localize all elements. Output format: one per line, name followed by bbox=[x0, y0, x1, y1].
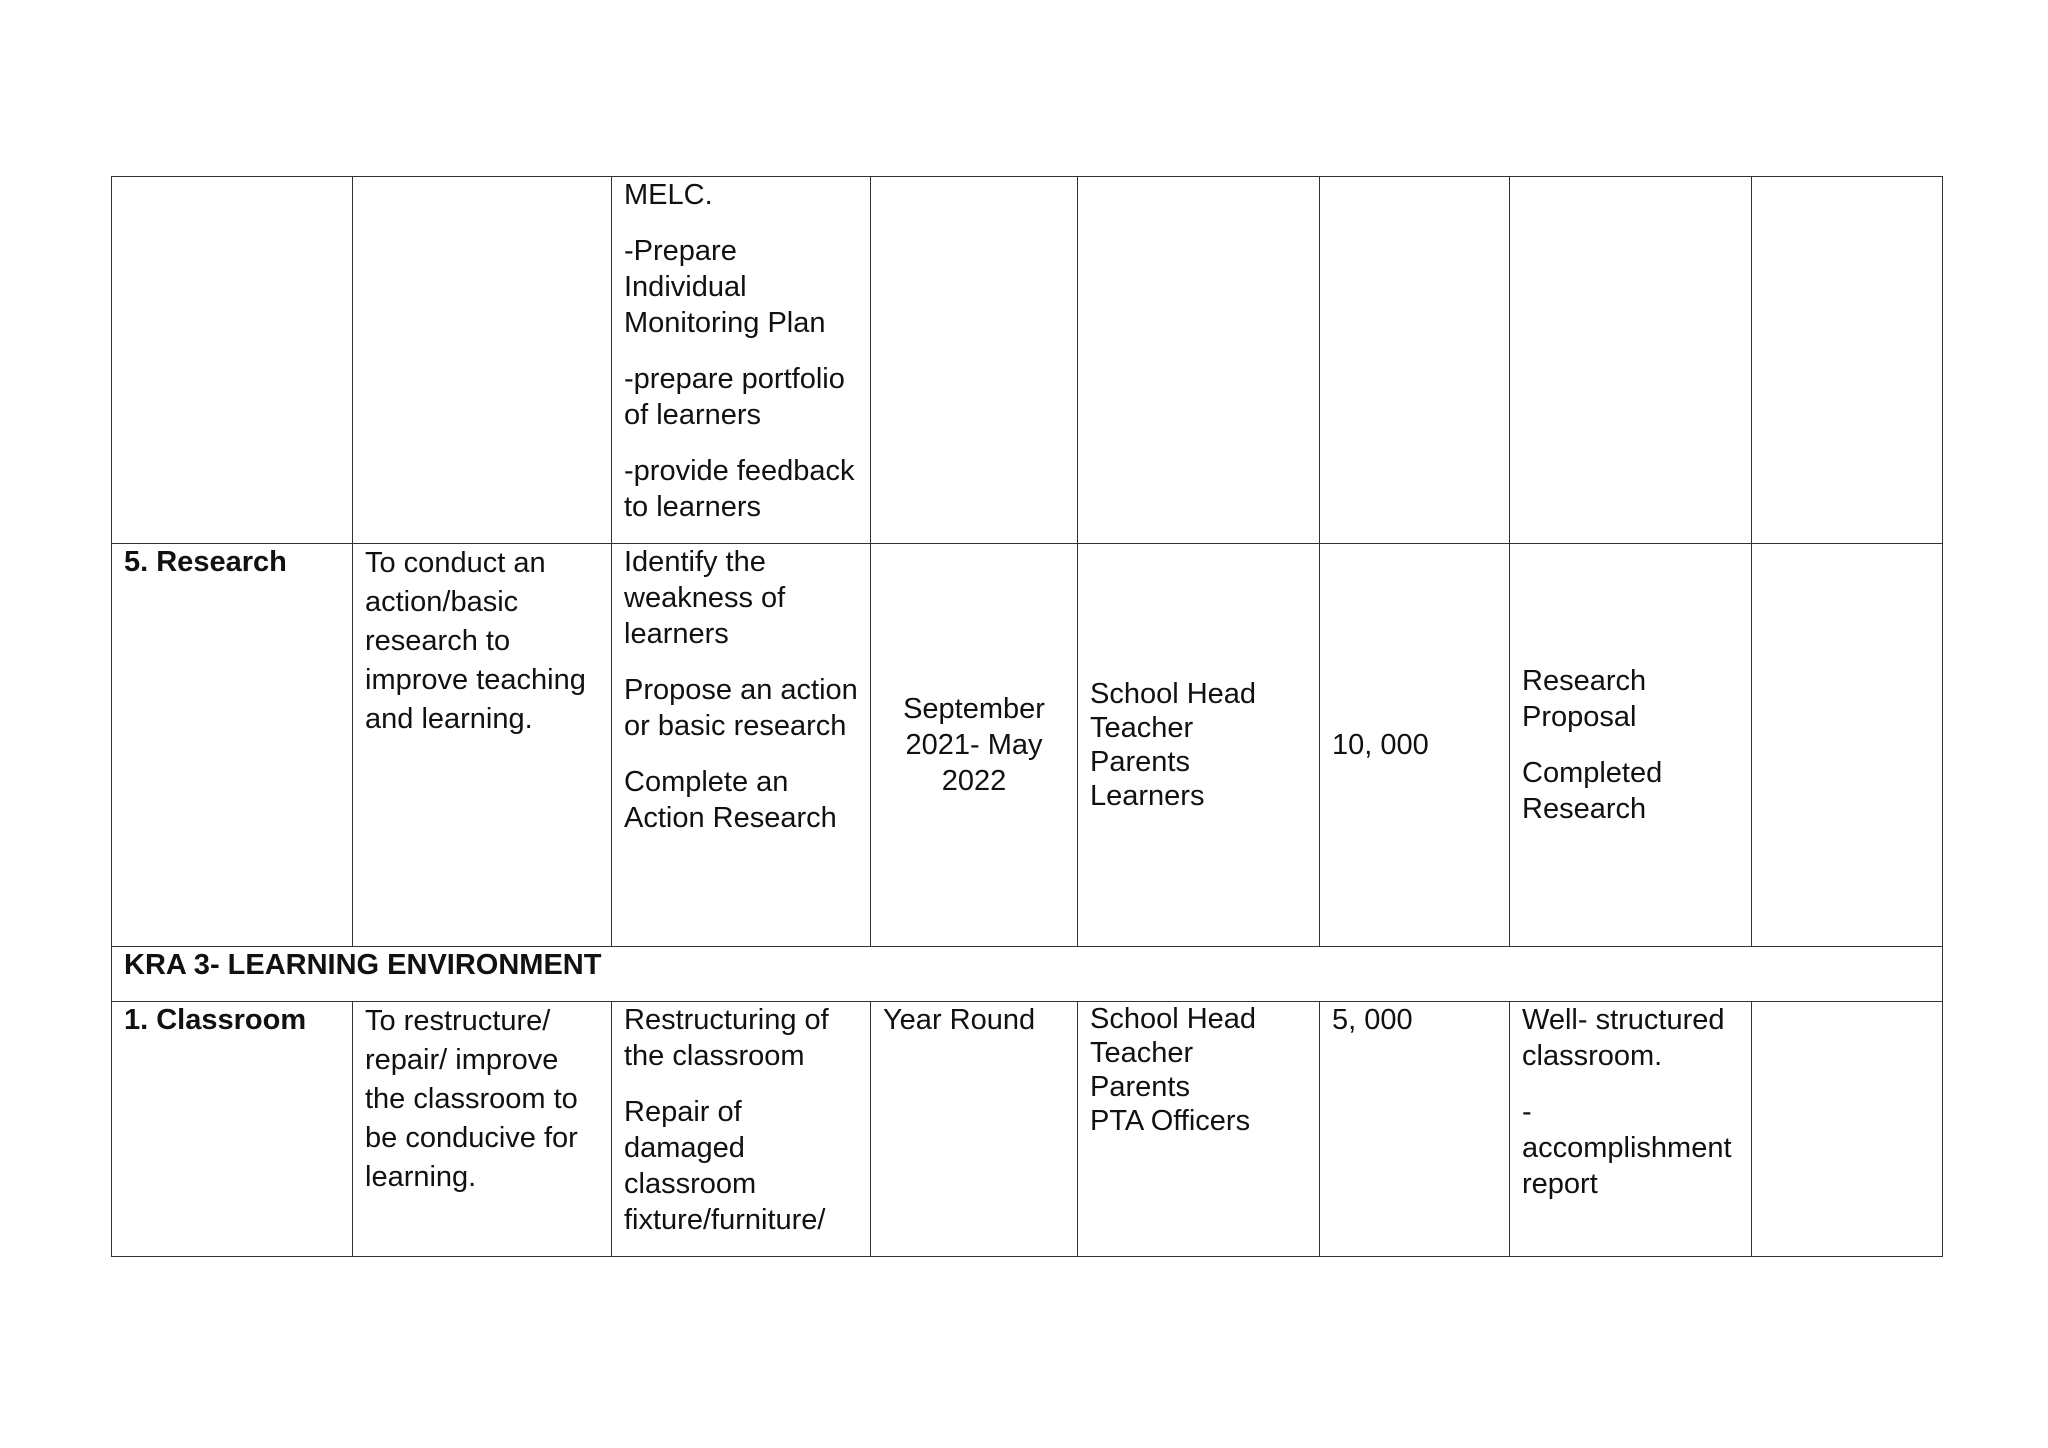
time-frame-cell bbox=[871, 177, 1078, 544]
remarks-cell bbox=[1752, 1002, 1943, 1257]
table-row-classroom bbox=[112, 1002, 1943, 1257]
person-item: School Head bbox=[1090, 1003, 1257, 1035]
activity-item: -provide feedback to learners bbox=[624, 455, 855, 523]
persons-cell bbox=[1078, 177, 1320, 544]
person-item: Parents bbox=[1090, 746, 1190, 778]
time-frame-text: Year Round bbox=[883, 1004, 1036, 1036]
activity-item: MELC. bbox=[624, 179, 713, 211]
outputs-cell bbox=[1510, 544, 1752, 947]
person-item: Teacher bbox=[1090, 712, 1194, 744]
area-label: 1. Classroom bbox=[124, 1004, 307, 1036]
activities-cell bbox=[612, 544, 871, 947]
remarks-cell bbox=[1752, 177, 1943, 544]
activities-cell bbox=[612, 1002, 871, 1257]
person-item: Teacher bbox=[1090, 1037, 1194, 1069]
area-cell bbox=[112, 544, 353, 947]
activity-item: Repair of damaged classroom fixture/furniture/ bbox=[624, 1096, 826, 1236]
objective-text: To restructure/ repair/ improve the classroom to be conducive for learning. bbox=[365, 1005, 578, 1193]
table-row-kra-header bbox=[112, 947, 1943, 1002]
activities-cell bbox=[612, 177, 871, 544]
persons-cell bbox=[1078, 1002, 1320, 1257]
objective-cell bbox=[353, 177, 612, 544]
person-item: Learners bbox=[1090, 780, 1205, 812]
person-item: PTA Officers bbox=[1090, 1105, 1251, 1137]
kra-header-text: KRA 3- LEARNING ENVIRONMENT bbox=[124, 949, 602, 981]
output-item: Research Proposal bbox=[1522, 665, 1647, 733]
objective-cell bbox=[353, 1002, 612, 1257]
activity-item: Identify the weakness of learners bbox=[624, 546, 786, 650]
area-cell bbox=[112, 177, 353, 544]
output-item: - accomplishment report bbox=[1522, 1096, 1732, 1200]
person-item: School Head bbox=[1090, 678, 1257, 710]
output-item: Well- structured classroom. bbox=[1522, 1004, 1725, 1072]
activity-item: Complete an Action Research bbox=[624, 766, 837, 834]
outputs-cell bbox=[1510, 1002, 1752, 1257]
activity-item: -prepare portfolio of learners bbox=[624, 363, 845, 431]
action-plan-table bbox=[111, 176, 1943, 1257]
person-item: Parents bbox=[1090, 1071, 1190, 1103]
area-cell bbox=[112, 1002, 353, 1257]
budget-text: 10, 000 bbox=[1332, 729, 1429, 761]
activity-item: Propose an action or basic research bbox=[624, 674, 858, 742]
time-frame-cell bbox=[871, 1002, 1078, 1257]
activity-item: -Prepare Individual Monitoring Plan bbox=[624, 235, 826, 339]
objective-text: To conduct an action/basic research to improve teaching and learning. bbox=[365, 547, 586, 735]
area-label: 5. Research bbox=[124, 546, 287, 578]
outputs-cell bbox=[1510, 177, 1752, 544]
budget-cell bbox=[1320, 544, 1510, 947]
activity-item: Restructuring of the classroom bbox=[624, 1004, 829, 1072]
table-row-research bbox=[112, 544, 1943, 947]
time-frame-text: September 2021- May 2022 bbox=[903, 693, 1045, 797]
remarks-cell bbox=[1752, 544, 1943, 947]
time-frame-cell bbox=[871, 544, 1078, 947]
output-item: Completed Research bbox=[1522, 757, 1663, 825]
budget-cell bbox=[1320, 177, 1510, 544]
kra-header-cell bbox=[112, 947, 1943, 1002]
table-row-continuation bbox=[112, 177, 1943, 544]
persons-cell bbox=[1078, 544, 1320, 947]
budget-cell bbox=[1320, 1002, 1510, 1257]
objective-cell bbox=[353, 544, 612, 947]
budget-text: 5, 000 bbox=[1332, 1004, 1413, 1036]
